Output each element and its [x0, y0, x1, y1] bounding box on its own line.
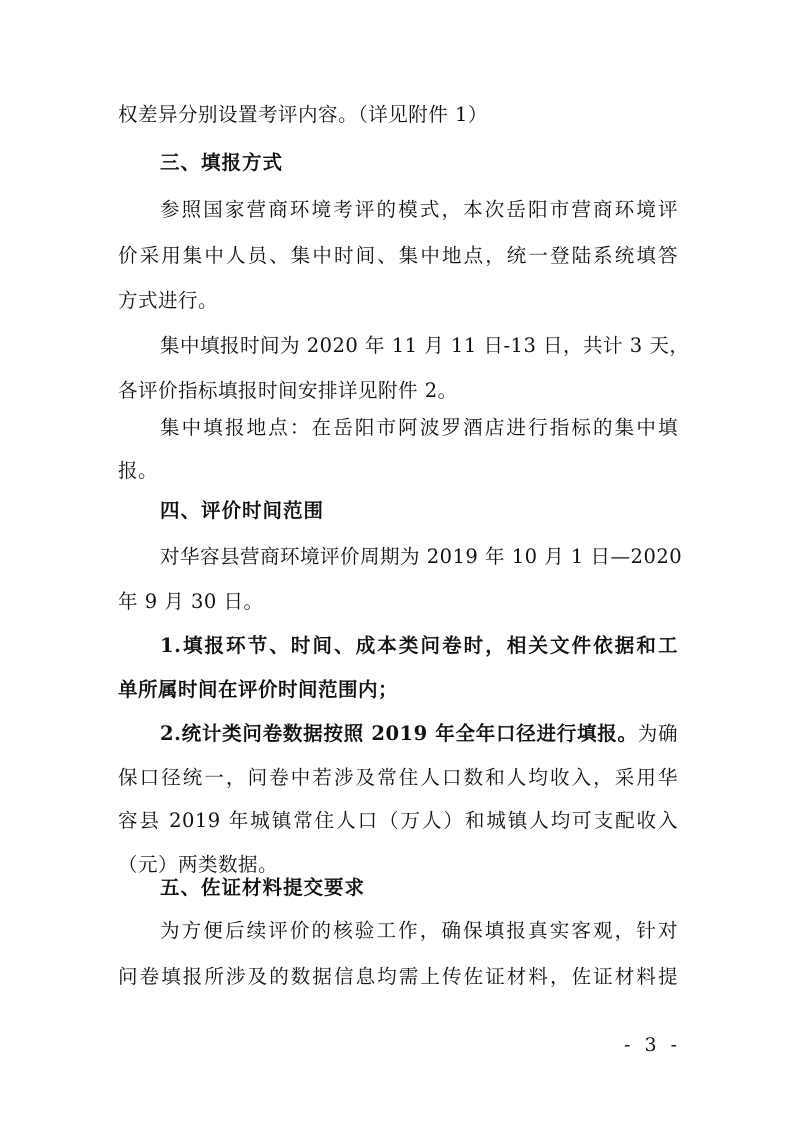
body-line: 为方便后续评价的核验工作，确保填报真实客观，针对 — [160, 919, 678, 942]
bold-body-line: 单所属时间在评价时间范围内； — [118, 678, 399, 701]
body-line: 权差异分别设置考评内容。（详见附件 1） — [118, 103, 488, 126]
bold-segment: 2.统计类问卷数据按照 2019 年全年口径进行填报。 — [160, 722, 638, 745]
body-line: 年 9 月 30 日。 — [118, 590, 264, 613]
section-heading: 五、佐证材料提交要求 — [160, 876, 366, 899]
body-line: 方式进行。 — [118, 289, 219, 312]
section-heading: 三、填报方式 — [160, 151, 284, 174]
body-line: （元）两类数据。 — [118, 853, 279, 876]
body-line: 对华容县营商环境评价周期为 2019 年 10 月 1 日—2020 — [160, 545, 683, 568]
body-line: 保口径统一，问卷中若涉及常住人口数和人均收入，采用华 — [118, 766, 678, 789]
body-line: 集中填报时间为 2020 年 11 月 11 日-13 日，共计 3 天， — [160, 334, 690, 357]
body-line: 容县 2019 年城镇常住人口（万人）和城镇人均可支配收入 — [118, 809, 678, 832]
mixed-body-line — [160, 722, 678, 746]
body-line: 报。 — [118, 459, 159, 482]
section-heading: 四、评价时间范围 — [160, 499, 325, 522]
body-line: 问卷填报所涉及的数据信息均需上传佐证材料，佐证材料提 — [118, 965, 678, 988]
page-number: - 3 - — [624, 1034, 682, 1056]
body-line: 价采用集中人员、集中时间、集中地点，统一登陆系统填答 — [118, 244, 678, 267]
normal-segment: 为确 — [637, 722, 678, 745]
body-line: 集中填报地点：在岳阳市阿波罗酒店进行指标的集中填 — [160, 416, 678, 439]
bold-body-line: 1.填报环节、时间、成本类问卷时，相关文件依据和工 — [160, 634, 678, 657]
body-line: 参照国家营商环境考评的模式，本次岳阳市营商环境评 — [160, 198, 678, 221]
body-line: 各评价指标填报时间安排详见附件 2。 — [118, 379, 458, 402]
